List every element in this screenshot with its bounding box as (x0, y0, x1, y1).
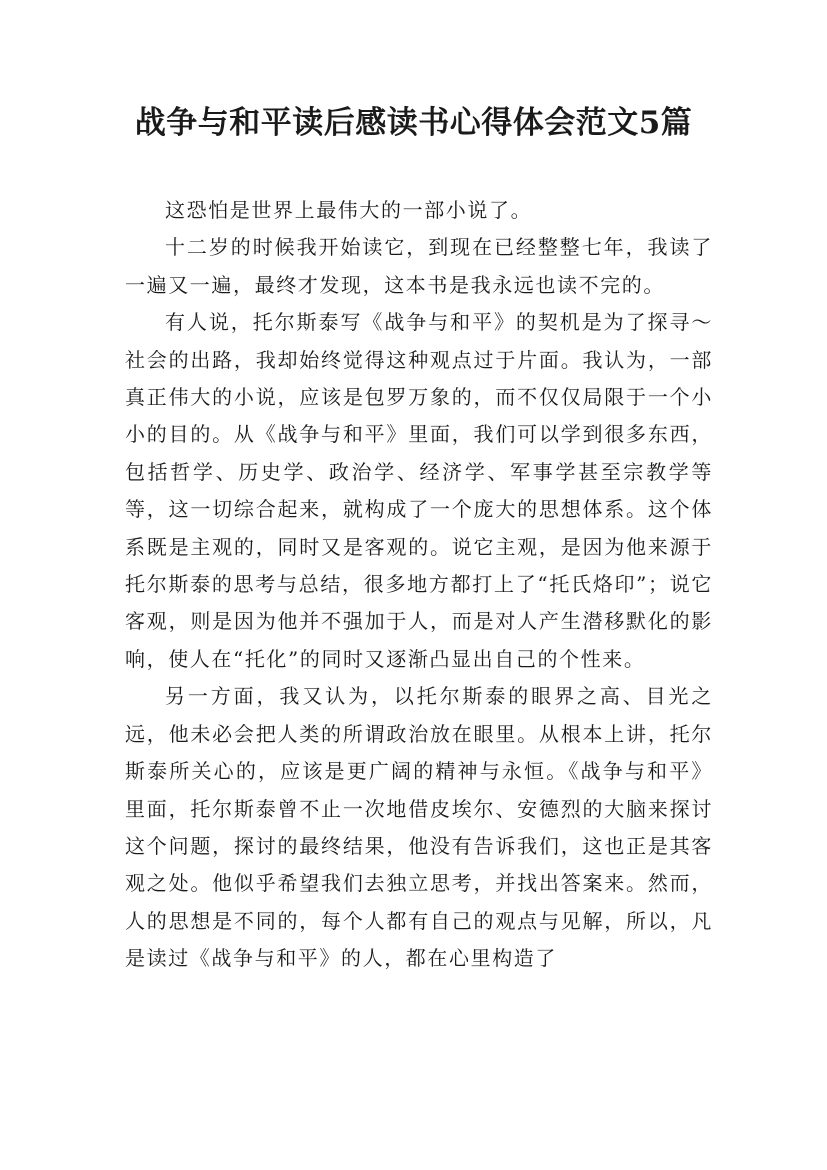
paragraph: 另一方面，我又认为，以托尔斯泰的眼界之高、目光之远，他未必会把人类的所谓政治放在眼里。从根本上讲，托尔斯泰所关心的，应该是更广阔的精神与永恒。《战争与和平》里面，托尔斯泰曾不止一次地借皮埃尔、安德烈的大脑来探讨这个问题，探讨的最终结果，他没有告诉我们，这也正是其客观之处。他似乎希望我们去独立思考，并找出答案来。然而，人的思想是不同的，每个人都有自己的观点与见解，所以，凡是读过《战争与和平》的人，都在心里构造了 (125, 684, 713, 971)
paragraph: 有人说，托尔斯泰写《战争与和平》的契机是为了探寻～社会的出路，我却始终觉得这种观点过于片面。我认为，一部真正伟大的小说，应该是包罗万象的，而不仅仅局限于一个小小的目的。从《战争与和平》里面，我们可以学到很多东西，包括哲学、历史学、政治学、经济学、军事学甚至宗教学等等，这一切综合起来，就构成了一个庞大的思想体系。这个体系既是主观的，同时又是客观的。说它主观，是因为他来源于托尔斯泰的思考与总结，很多地方都打上了“托氏烙印”；说它客观，则是因为他并不强加于人，而是对人产生潜移默化的影响，使人在“托化”的同时又逐渐凸显出自己的个性来。 (125, 310, 713, 671)
paragraph: 十二岁的时候我开始读它，到现在已经整整七年，我读了一遍又一遍，最终才发现，这本书是我永远也读不完的。 (125, 235, 713, 297)
document-body (125, 192, 713, 978)
paragraph: 这恐怕是世界上最伟大的一部小说了。 (165, 198, 533, 222)
document-title: 战争与和平读后感读书心得体会范文5篇 (134, 105, 693, 141)
